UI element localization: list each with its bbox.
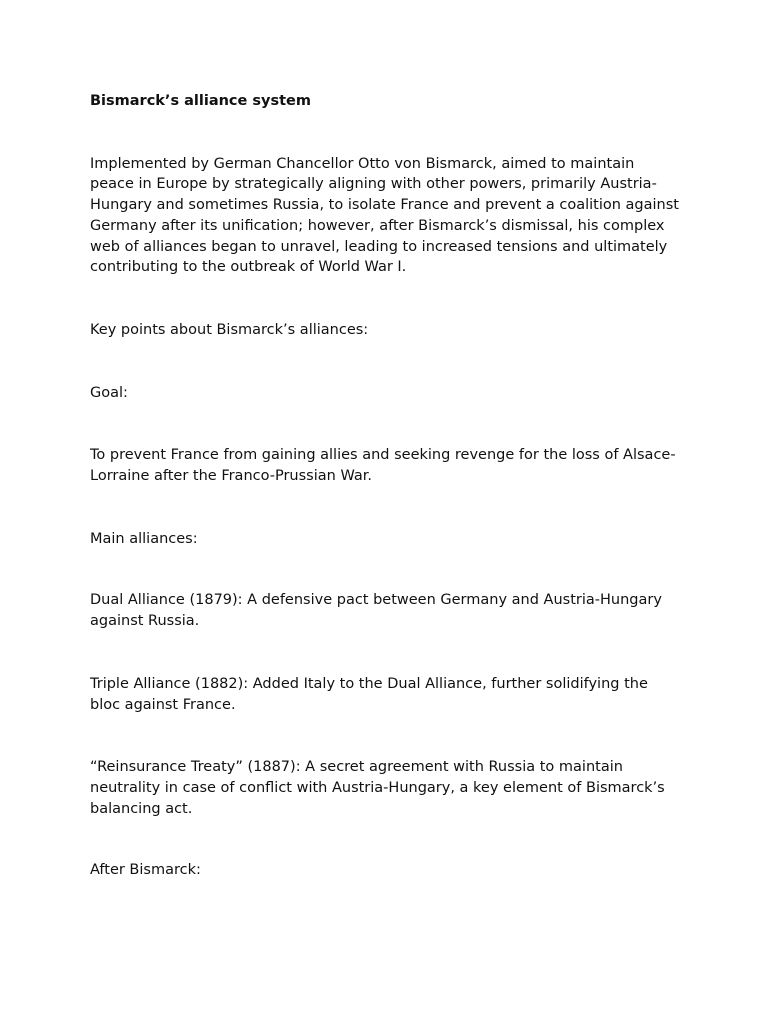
main-alliances-heading: Main alliances: xyxy=(90,530,198,547)
after-bismarck-heading: After Bismarck: xyxy=(90,862,201,879)
dual-alliance-paragraph: Dual Alliance (1879): A defensive pact between Germany and Austria-Hungary against Russia. xyxy=(90,592,662,630)
key-points-heading: Key points about Bismarck’s alliances: xyxy=(90,321,369,338)
intro-paragraph: Implemented by German Chancellor Otto von Bismarck, aimed to maintain peace in Europe by strategically aligning with other powers, primarily Austria-Hungary and sometimes Russia, to isolate France and prevent a coalition against Germany after its unification; however, after Bismarck’s dismissal, his complex web of alliances began to unravel, leading to increased tensions and ultimately contributing to the outbreak of World War I. xyxy=(90,155,679,276)
reinsurance-treaty-paragraph: “Reinsurance Treaty” (1887): A secret agreement with Russia to maintain neutrality in case of conflict with Austria-Hungary, a key element of Bismarck’s balancing act. xyxy=(90,759,665,817)
document-body xyxy=(90,91,680,881)
goal-heading: Goal: xyxy=(90,384,128,401)
goal-paragraph: To prevent France from gaining allies and seeking revenge for the loss of Alsace-Lorraine after the Franco-Prussian War. xyxy=(90,447,676,485)
document-title: Bismarck’s alliance system xyxy=(90,93,311,109)
triple-alliance-paragraph: Triple Alliance (1882): Added Italy to the Dual Alliance, further solidifying the bloc against France. xyxy=(90,675,648,713)
